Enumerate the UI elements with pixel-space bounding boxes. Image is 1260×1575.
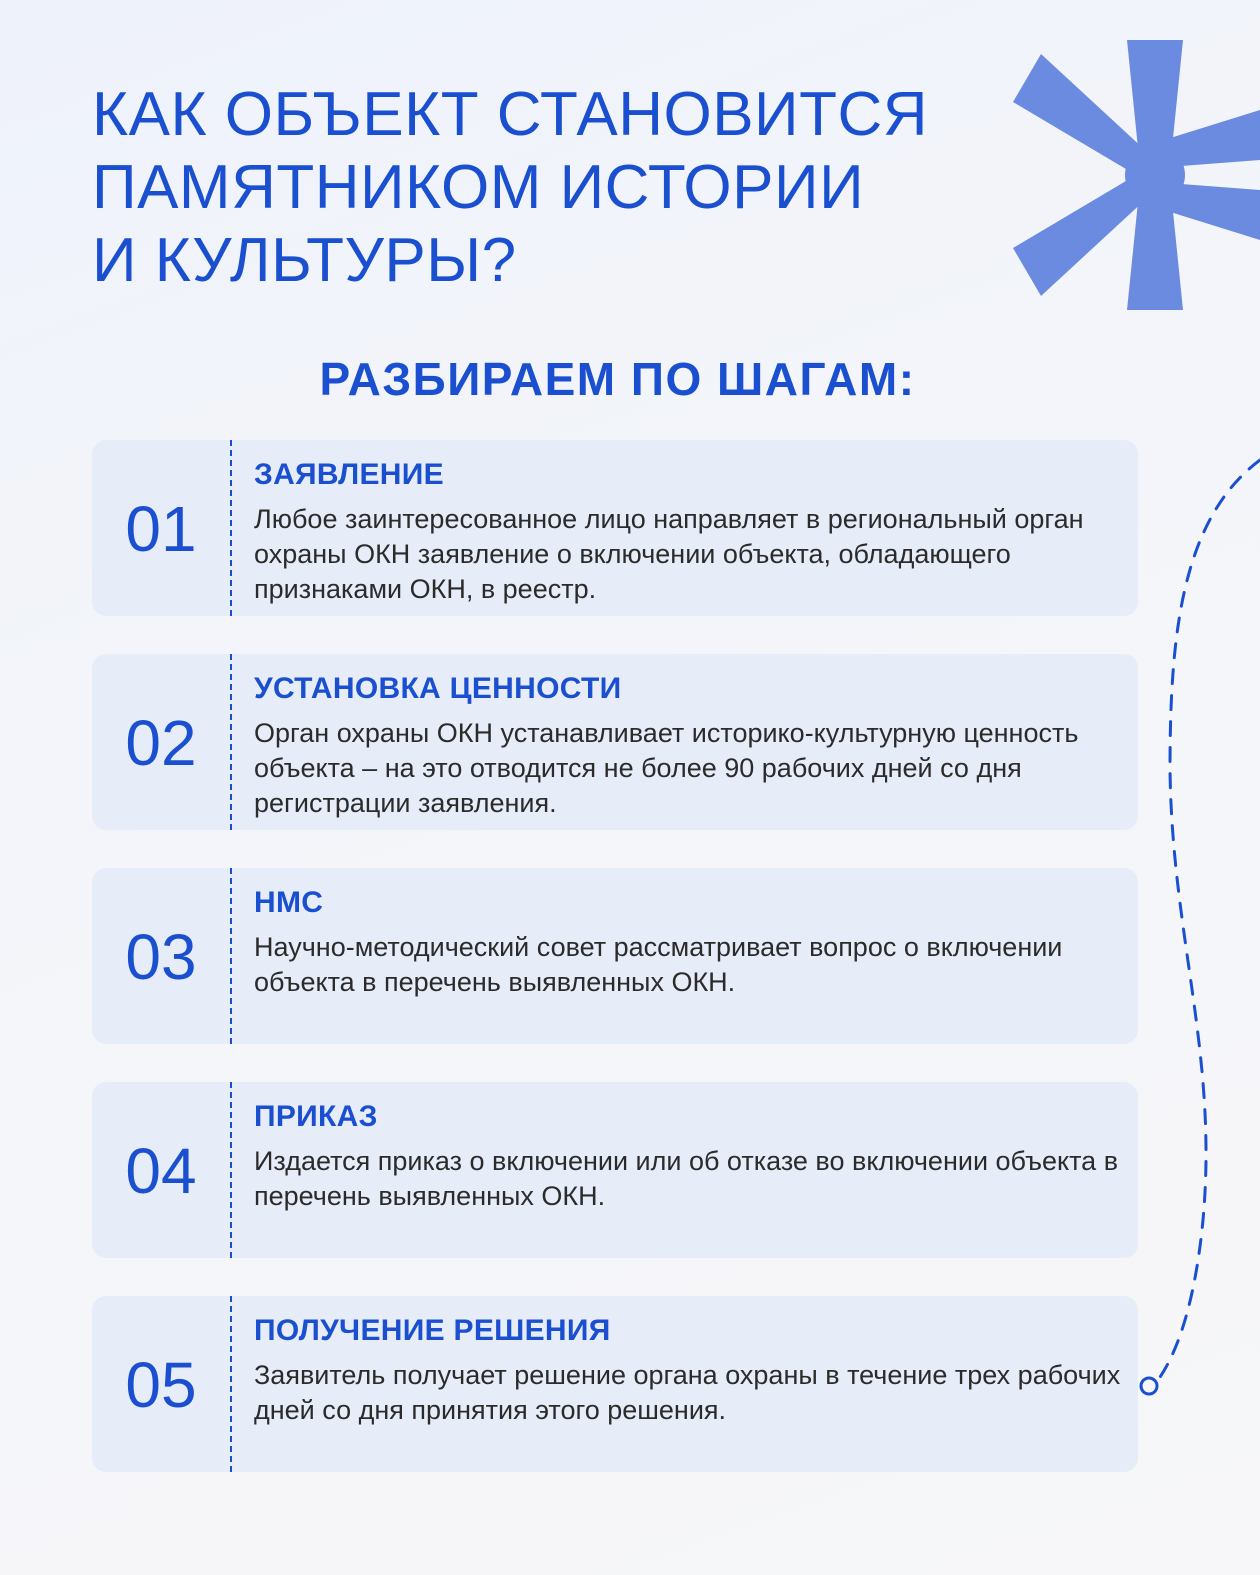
step-number: 01 xyxy=(125,493,197,565)
step-body xyxy=(254,672,1122,821)
step-number: 03 xyxy=(125,921,197,993)
title-line-2: ПАМЯТНИКОМ ИСТОРИИ xyxy=(92,153,865,222)
step-body xyxy=(254,1100,1122,1214)
step-card-04 xyxy=(92,1082,1138,1258)
path-end-circle xyxy=(1141,1378,1157,1394)
step-title: УСТАНОВКА ЦЕННОСТИ xyxy=(254,672,622,705)
step-title: НМС xyxy=(254,886,324,919)
step-body xyxy=(254,458,1122,607)
steps-list xyxy=(92,440,1138,1510)
step-text: Научно-методический совет рассматривает вопрос о включении объекта в перечень выявленных ОКН. xyxy=(254,932,1063,997)
step-text: Издается приказ о включении или об отказе во включении объекта в перечень выявленных ОКН. xyxy=(254,1146,1119,1211)
step-divider xyxy=(230,1082,232,1258)
step-title: ЗАЯВЛЕНИЕ xyxy=(254,458,444,491)
step-card-05 xyxy=(92,1296,1138,1472)
page-title xyxy=(92,78,929,297)
asterisk-icon xyxy=(1005,40,1260,310)
step-text: Заявитель получает решение органа охраны в течение трех рабочих дней со дня принятия этого решения. xyxy=(254,1360,1121,1425)
step-card-01 xyxy=(92,440,1138,616)
step-number: 05 xyxy=(125,1349,197,1421)
step-divider xyxy=(230,1296,232,1472)
step-title: ПОЛУЧЕНИЕ РЕШЕНИЯ xyxy=(254,1314,611,1347)
step-card-02 xyxy=(92,654,1138,830)
step-divider xyxy=(230,868,232,1044)
section-subtitle: РАЗБИРАЕМ ПО ШАГАМ: xyxy=(319,353,916,405)
step-body xyxy=(254,886,1122,1000)
step-title: ПРИКАЗ xyxy=(254,1100,378,1133)
step-card-03 xyxy=(92,868,1138,1044)
step-divider xyxy=(230,440,232,616)
title-line-1: КАК ОБЪЕКТ СТАНОВИТСЯ xyxy=(92,80,929,149)
step-divider xyxy=(230,654,232,830)
title-line-3: И КУЛЬТУРЫ? xyxy=(92,226,517,295)
step-number: 02 xyxy=(125,707,197,779)
dashed-path-decoration xyxy=(1120,440,1260,1420)
step-number: 04 xyxy=(125,1135,197,1207)
step-body xyxy=(254,1314,1122,1428)
step-text: Любое заинтересованное лицо направляет в региональный орган охраны ОКН заявление о включении объекта, обладающего признаками ОКН, в реестр. xyxy=(254,504,1084,604)
step-text: Орган охраны ОКН устанавливает историко-культурную ценность объекта – на это отводится не более 90 рабочих дней со дня регистрации заявления. xyxy=(254,718,1079,818)
